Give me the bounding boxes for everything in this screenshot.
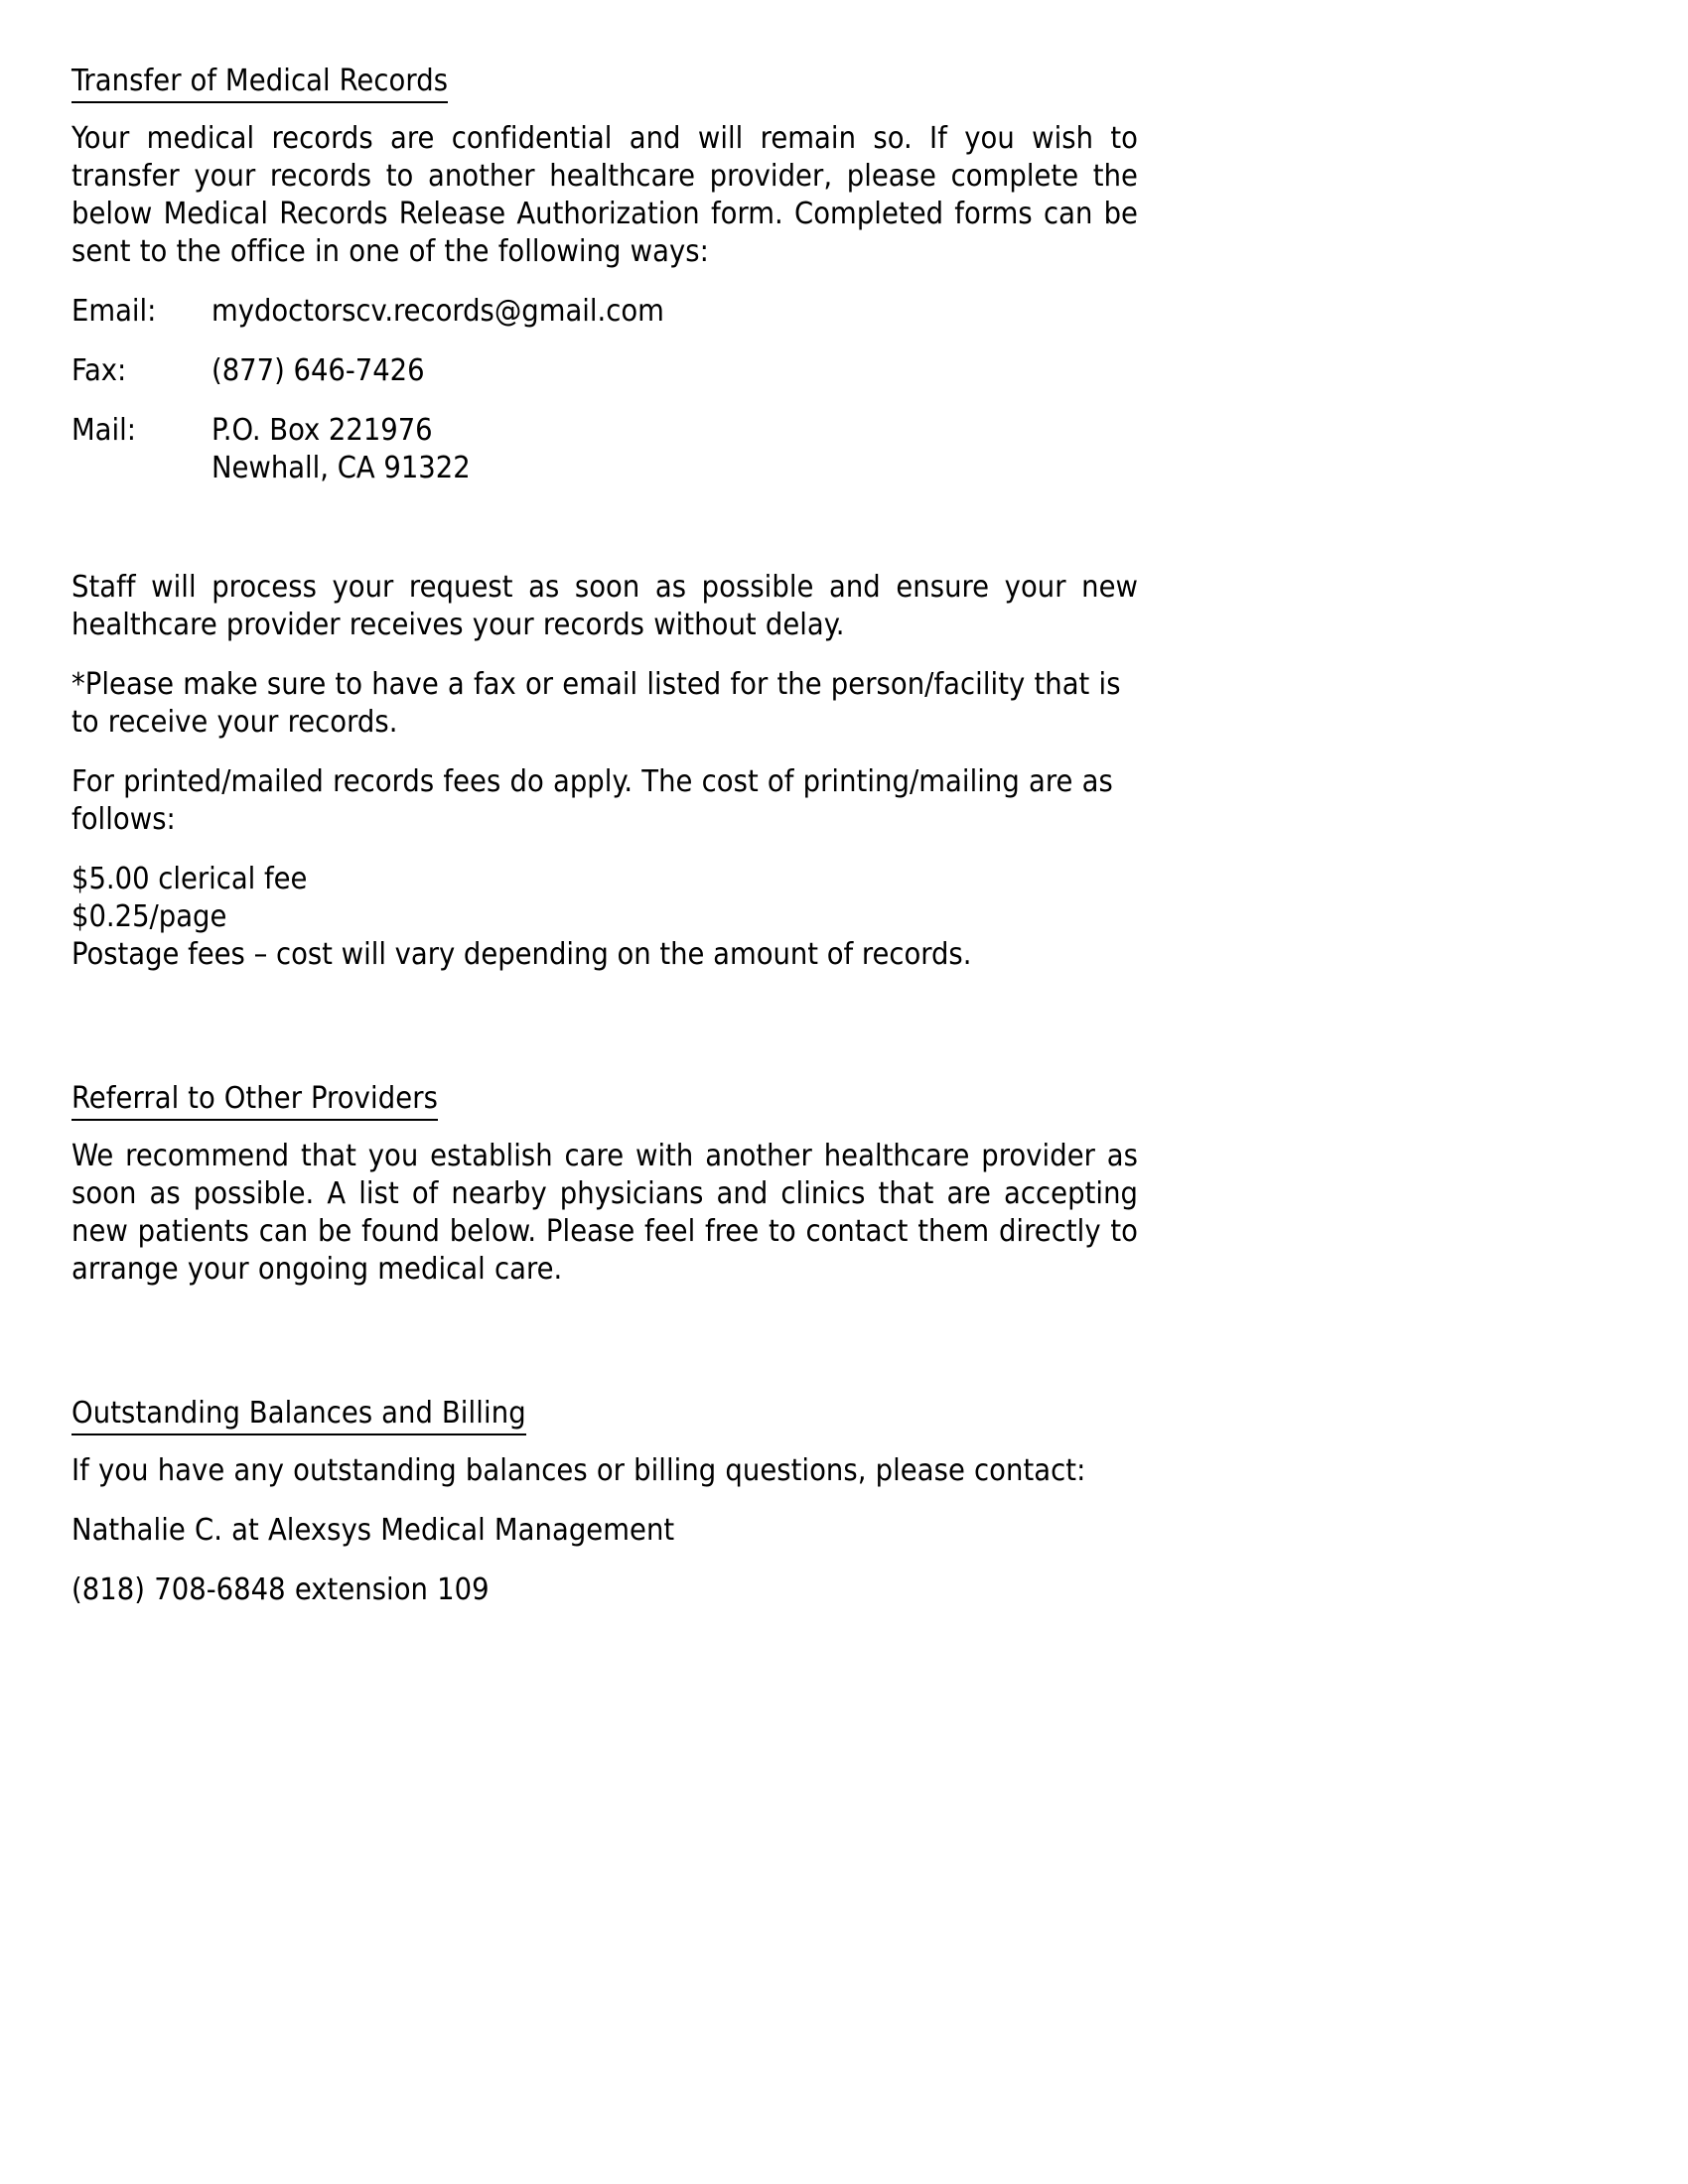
paragraph-referral-body: We recommend that you establish care with another healthcare provider as soon as possible. A list of nearby physicians and clinics that are accepting new patients can be found below. Please feel free to contact them directly to arrange your ongoing medical care. [71,1139,1138,1288]
contact-row-mail [71,412,1138,487]
contact-row-email [71,293,1138,331]
spacer-after-contacts [71,509,1138,569]
paragraph-fees-intro: For printed/mailed records fees do apply. The cost of printing/mailing are as follows: [71,764,1113,837]
contact-row-fax [71,352,1138,390]
fee-line-postage: Postage fees – cost will vary depending on the amount of records. [71,936,972,972]
contact-value-fax: (877) 646-7426 [211,353,425,389]
contact-method-list [71,293,1138,487]
fee-line-clerical: $5.00 clerical fee [71,861,308,896]
paragraph-processing-time: Staff will process your request as soon as possible and ensure your new healthcare provider receives your records without delay. [71,570,1138,643]
contact-value-mail [211,412,1138,487]
contact-label-email: Email: [71,294,157,330]
contact-value-email[interactable]: mydoctorscv.records@gmail.com [211,294,664,330]
fee-line-per-page: $0.25/page [71,898,227,934]
billing-contact-name: Nathalie C. at Alexsys Medical Management [71,1513,675,1549]
spacer-before-referral-section [71,996,1138,1081]
paragraph-fax-email-note: *Please make sure to have a fax or email listed for the person/facility that is to receive your records. [71,667,1121,741]
billing-contact-phone[interactable]: (818) 708-6848 extension 109 [71,1572,490,1608]
contact-label-mail: Mail: [71,413,136,449]
contact-label-fax: Fax: [71,353,127,389]
section-heading-text: Referral to Other Providers [71,1081,438,1121]
fee-schedule-list [71,861,1138,974]
section-heading-referral-to-other-providers [71,1081,1138,1116]
mailing-address-line-2: Newhall, CA 91322 [211,451,471,486]
section-heading-transfer-of-medical-records [71,64,1138,98]
paragraph-transfer-intro: Your medical records are confidential and will remain so. If you wish to transfer your records to another healthcare provider, please complete the below Medical Records Release Authorization form. Completed forms can be sent to the office in one of the following ways: [71,121,1138,270]
paragraph-billing-intro: If you have any outstanding balances or billing questions, please contact: [71,1453,1086,1489]
document-body [71,64,1138,1609]
mailing-address-line-1: P.O. Box 221976 [211,413,433,449]
section-heading-text: Transfer of Medical Records [71,64,448,103]
section-heading-text: Outstanding Balances and Billing [71,1396,526,1435]
spacer-before-billing-section [71,1310,1138,1396]
section-heading-outstanding-balances-and-billing [71,1396,1138,1431]
